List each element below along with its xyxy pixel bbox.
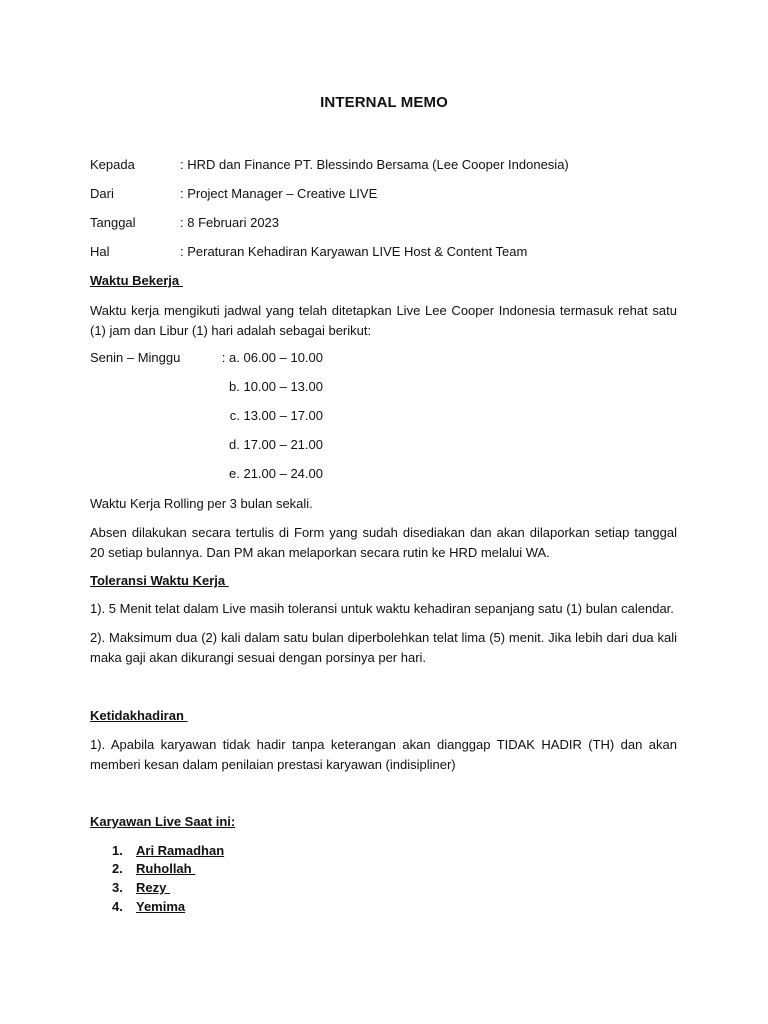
schedule-item: : a. 06.00 – 10.00 xyxy=(221,350,323,365)
employee-number: 3. xyxy=(112,880,123,895)
memo-title: INTERNAL MEMO xyxy=(320,94,448,111)
list-item-toleransi: 1). 5 Menit telat dalam Live masih toleransi untuk waktu kehadiran sepanjang satu (1) bulan calendar. xyxy=(90,601,674,616)
schedule-item: d. 17.00 – 21.00 xyxy=(229,437,323,452)
employee-name: Yemima xyxy=(136,899,186,914)
meta-value-hal: : Peraturan Kehadiran Karyawan LIVE Host & Content Team xyxy=(180,244,528,259)
meta-value-kepada: : HRD dan Finance PT. Blessindo Bersama (Lee Cooper Indonesia) xyxy=(180,157,569,172)
meta-value-dari: : Project Manager – Creative LIVE xyxy=(180,186,378,201)
employee-number: 1. xyxy=(112,843,123,858)
employee-number: 2. xyxy=(112,861,123,876)
list-item-toleransi: 2). Maksimum dua (2) kali dalam satu bulan diperbolehkan telat lima (5) menit. Jika lebih dari dua kali maka gaji akan dikurangi sesuai dengan porsinya per hari. xyxy=(90,630,677,665)
section-heading-karyawan: Karyawan Live Saat ini: xyxy=(90,814,236,829)
schedule-item: b. 10.00 – 13.00 xyxy=(229,379,323,394)
meta-label-tanggal: Tanggal xyxy=(90,215,136,230)
employee-name: Ari Ramadhan xyxy=(136,843,225,858)
paragraph-rolling: Waktu Kerja Rolling per 3 bulan sekali. xyxy=(90,496,313,511)
employee-name: Ruhollah xyxy=(136,861,196,876)
employee-number: 4. xyxy=(112,899,123,914)
list-item-ketidakhadiran: 1). Apabila karyawan tidak hadir tanpa keterangan akan dianggap TIDAK HADIR (TH) dan akan memberi kesan dalam penilaian prestasi karyawan (indisipliner) xyxy=(90,737,677,772)
section-heading-toleransi: Toleransi Waktu Kerja xyxy=(90,573,229,588)
paragraph-absen: Absen dilakukan secara tertulis di Form yang sudah disediakan dan akan dilaporkan setiap tanggal 20 setiap bulannya. Dan PM akan melaporkan secara rutin ke HRD melalui WA. xyxy=(90,525,677,560)
employee-name: Rezy xyxy=(136,880,170,895)
schedule-label: Senin – Minggu xyxy=(90,350,181,365)
schedule-item: e. 21.00 – 24.00 xyxy=(229,466,323,481)
section-heading-ketidakhadiran: Ketidakhadiran xyxy=(90,708,188,723)
meta-label-dari: Dari xyxy=(90,186,114,201)
section-heading-waktu-bekerja: Waktu Bekerja xyxy=(90,273,183,288)
schedule-item: c. 13.00 – 17.00 xyxy=(229,408,323,423)
paragraph-waktu-kerja-intro: Waktu kerja mengikuti jadwal yang telah ditetapkan Live Lee Cooper Indonesia termasuk rehat satu (1) jam dan Libur (1) hari adalah sebagai berikut: xyxy=(90,303,677,338)
meta-label-hal: Hal xyxy=(90,244,110,259)
meta-label-kepada: Kepada xyxy=(90,157,135,172)
meta-value-tanggal: : 8 Februari 2023 xyxy=(180,215,280,230)
